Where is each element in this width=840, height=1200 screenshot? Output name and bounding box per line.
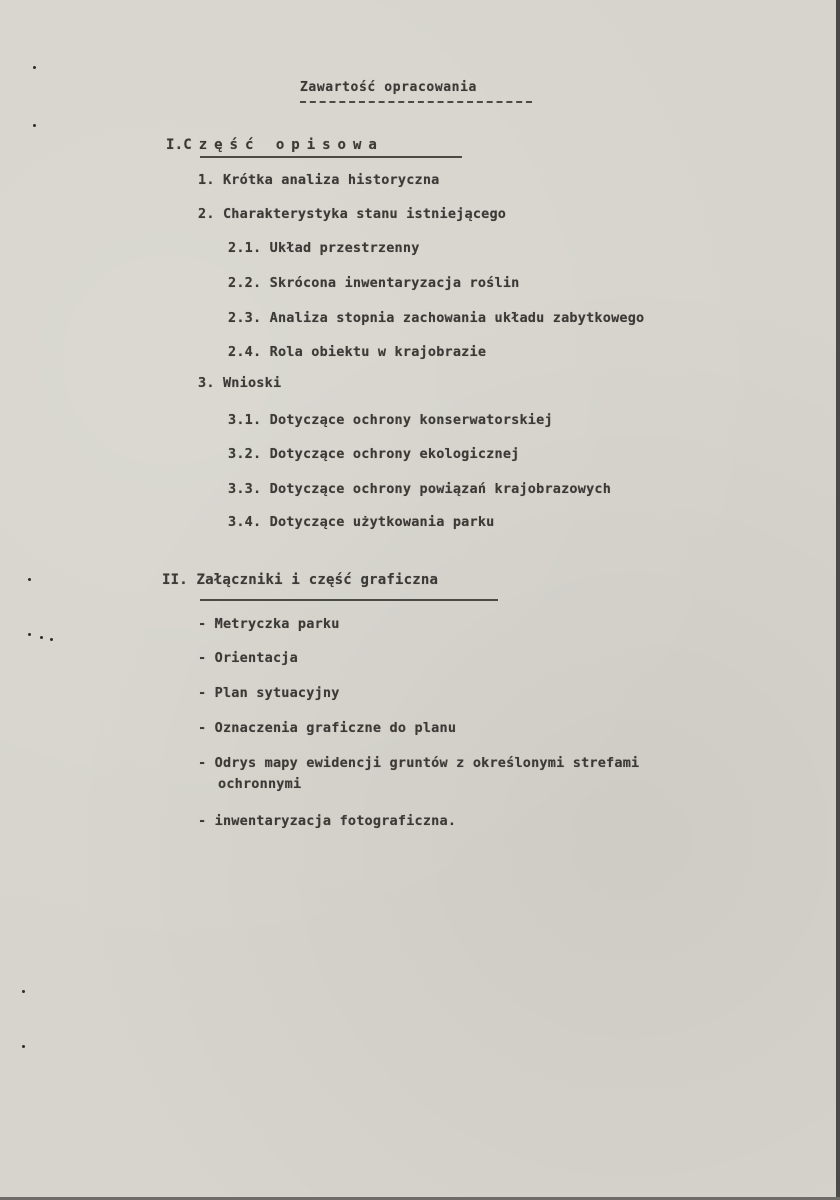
scan-speck [28,633,31,636]
toc-subitem: 2.3. Analiza stopnia zachowania układu zabytkowego [228,310,645,326]
part2-underline [200,599,498,601]
toc-item: 1. Krótka analiza historyczna [198,172,440,188]
scan-speck [50,638,53,641]
toc-subitem: 3.1. Dotyczące ochrony konserwatorskiej [228,412,553,428]
attachment-item-continuation: ochronnymi [218,776,302,792]
scan-speck [40,636,43,639]
part1-heading-text: Część opisowa [183,137,384,153]
scan-edge-right [836,0,840,1200]
part1-heading [166,137,384,153]
toc-subitem: 3.3. Dotyczące ochrony powiązań krajobrazowych [228,481,612,497]
part2-heading: II. Załączniki i część graficzna [162,572,439,588]
toc-subitem: 3.2. Dotyczące ochrony ekologicznej [228,446,520,462]
attachment-item: - inwentaryzacja fotograficzna. [198,813,457,829]
toc-subitem: 3.4. Dotyczące użytkowania parku [228,514,495,530]
toc-subitem: 2.1. Układ przestrzenny [228,240,420,256]
part1-numeral: I. [166,137,184,153]
attachment-item: - Odrys mapy ewidencji gruntów z określonymi strefami [198,755,640,771]
scan-speck [22,1045,25,1048]
scan-speck [28,578,31,581]
document-title: Zawartość opracowania [300,80,477,95]
toc-subitem: 2.4. Rola obiektu w krajobrazie [228,344,487,360]
attachment-item: - Plan sytuacyjny [198,685,340,701]
attachment-item: - Oznaczenia graficzne do planu [198,720,457,736]
attachment-item: - Orientacja [198,650,298,666]
toc-subitem: 2.2. Skrócona inwentaryzacja roślin [228,275,520,291]
title-underline [300,101,532,103]
toc-item: 2. Charakterystyka stanu istniejącego [198,206,507,222]
scan-speck [33,124,36,127]
scan-speck [22,990,25,993]
toc-item: 3. Wnioski [198,375,282,391]
scan-speck [33,66,36,69]
part1-underline [200,156,462,158]
attachment-item: - Metryczka parku [198,616,340,632]
